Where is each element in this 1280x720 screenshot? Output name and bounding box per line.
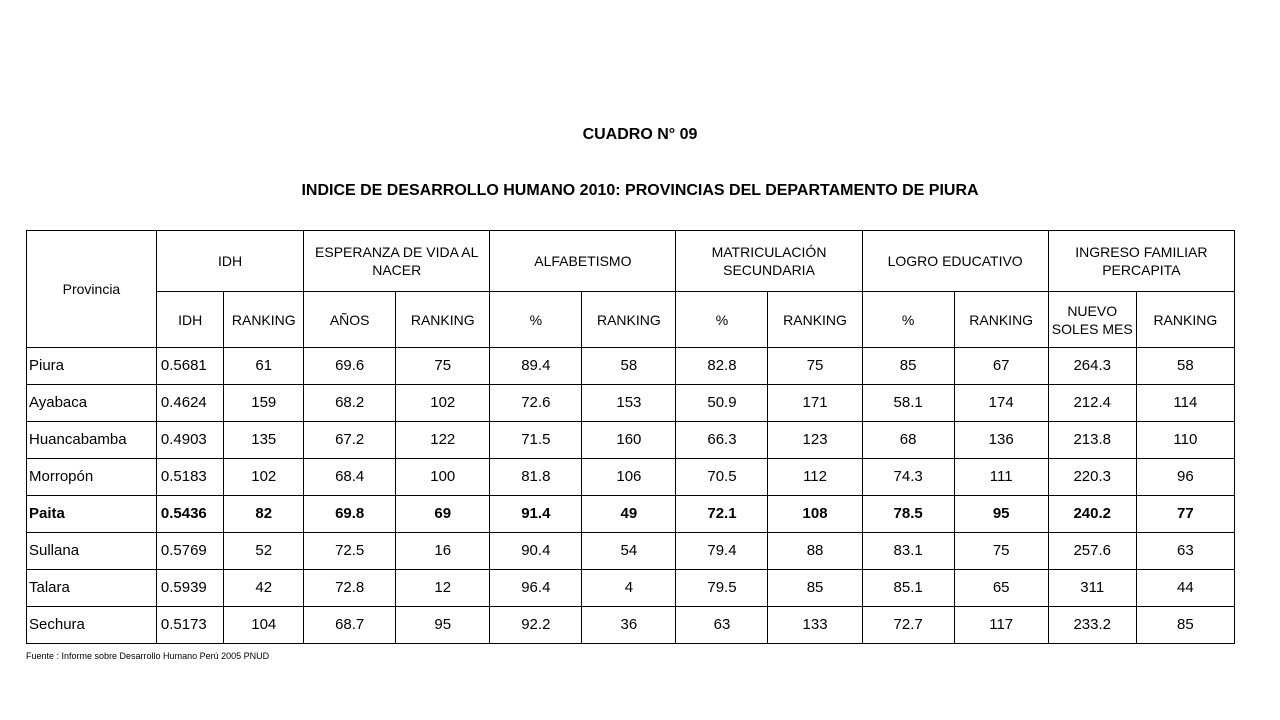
cell-value: 123 <box>768 422 862 459</box>
idh-table <box>26 230 1235 644</box>
header-row-groups <box>27 231 1235 292</box>
cell-idh: 0.4624 <box>156 385 224 422</box>
cell-value: 44 <box>1136 570 1234 607</box>
subheader-idh: IDH <box>156 292 224 348</box>
cell-value: 240.2 <box>1048 496 1136 533</box>
cell-value: 78.5 <box>862 496 954 533</box>
cell-value: 72.5 <box>304 533 396 570</box>
subheader-ingreso-soles: NUEVO SOLES MES <box>1048 292 1136 348</box>
cell-value: 212.4 <box>1048 385 1136 422</box>
cell-value: 96 <box>1136 459 1234 496</box>
cell-value: 12 <box>396 570 490 607</box>
cell-provincia: Sullana <box>27 533 157 570</box>
header-group-logro: LOGRO EDUCATIVO <box>862 231 1048 292</box>
cell-value: 112 <box>768 459 862 496</box>
subheader-ingreso-ranking: RANKING <box>1136 292 1234 348</box>
subheader-logro-ranking: RANKING <box>954 292 1048 348</box>
cell-value: 82 <box>224 496 304 533</box>
subheader-alfabetismo-pct: % <box>490 292 582 348</box>
table-number-title: CUADRO N° 09 <box>582 126 698 143</box>
cell-value: 160 <box>582 422 676 459</box>
subheader-anos: AÑOS <box>304 292 396 348</box>
cell-value: 16 <box>396 533 490 570</box>
cell-value: 58 <box>582 348 676 385</box>
cell-value: 69.8 <box>304 496 396 533</box>
cell-value: 92.2 <box>490 607 582 644</box>
cell-value: 174 <box>954 385 1048 422</box>
cell-value: 72.1 <box>676 496 768 533</box>
cell-value: 81.8 <box>490 459 582 496</box>
table-subtitle: INDICE DE DESARROLLO HUMANO 2010: PROVINCIAS DEL DEPARTAMENTO DE PIURA <box>301 182 979 199</box>
subheader-alfabetismo-ranking: RANKING <box>582 292 676 348</box>
cell-value: 257.6 <box>1048 533 1136 570</box>
cell-value: 72.7 <box>862 607 954 644</box>
cell-value: 74.3 <box>862 459 954 496</box>
cell-idh: 0.5939 <box>156 570 224 607</box>
cell-value: 71.5 <box>490 422 582 459</box>
header-group-matriculacion: MATRICULACIÓN SECUNDARIA <box>676 231 862 292</box>
cell-value: 133 <box>768 607 862 644</box>
table-row <box>27 385 1235 422</box>
header-group-esperanza: ESPERANZA DE VIDA AL NACER <box>304 231 490 292</box>
cell-value: 159 <box>224 385 304 422</box>
cell-value: 90.4 <box>490 533 582 570</box>
cell-provincia: Morropón <box>27 459 157 496</box>
cell-provincia: Ayabaca <box>27 385 157 422</box>
header-group-alfabetismo: ALFABETISMO <box>490 231 676 292</box>
cell-value: 96.4 <box>490 570 582 607</box>
table-row <box>27 570 1235 607</box>
cell-idh: 0.4903 <box>156 422 224 459</box>
cell-value: 52 <box>224 533 304 570</box>
cell-value: 63 <box>1136 533 1234 570</box>
cell-value: 66.3 <box>676 422 768 459</box>
subheader-idh-ranking: RANKING <box>224 292 304 348</box>
cell-value: 85 <box>768 570 862 607</box>
table-row <box>27 459 1235 496</box>
cell-value: 63 <box>676 607 768 644</box>
cell-value: 85.1 <box>862 570 954 607</box>
cell-value: 75 <box>396 348 490 385</box>
cell-provincia: Piura <box>27 348 157 385</box>
cell-value: 42 <box>224 570 304 607</box>
cell-provincia: Sechura <box>27 607 157 644</box>
table-row <box>27 607 1235 644</box>
cell-idh: 0.5173 <box>156 607 224 644</box>
cell-value: 264.3 <box>1048 348 1136 385</box>
cell-provincia: Talara <box>27 570 157 607</box>
cell-value: 68.7 <box>304 607 396 644</box>
header-group-idh: IDH <box>156 231 303 292</box>
cell-value: 68.2 <box>304 385 396 422</box>
source-note: Fuente : Informe sobre Desarrollo Humano Perú 2005 PNUD <box>26 651 270 661</box>
cell-idh: 0.5681 <box>156 348 224 385</box>
cell-value: 54 <box>582 533 676 570</box>
cell-value: 67 <box>954 348 1048 385</box>
cell-value: 69 <box>396 496 490 533</box>
cell-value: 77 <box>1136 496 1234 533</box>
cell-value: 83.1 <box>862 533 954 570</box>
cell-provincia: Huancabamba <box>27 422 157 459</box>
table-row-highlighted <box>27 496 1235 533</box>
cell-value: 153 <box>582 385 676 422</box>
table-row <box>27 533 1235 570</box>
cell-value: 70.5 <box>676 459 768 496</box>
subheader-matriculacion-ranking: RANKING <box>768 292 862 348</box>
cell-value: 68.4 <box>304 459 396 496</box>
cell-idh: 0.5436 <box>156 496 224 533</box>
cell-value: 49 <box>582 496 676 533</box>
cell-value: 95 <box>396 607 490 644</box>
cell-value: 106 <box>582 459 676 496</box>
cell-value: 36 <box>582 607 676 644</box>
cell-value: 67.2 <box>304 422 396 459</box>
cell-value: 69.6 <box>304 348 396 385</box>
cell-idh: 0.5183 <box>156 459 224 496</box>
cell-value: 102 <box>224 459 304 496</box>
cell-value: 213.8 <box>1048 422 1136 459</box>
cell-value: 89.4 <box>490 348 582 385</box>
cell-value: 82.8 <box>676 348 768 385</box>
cell-value: 108 <box>768 496 862 533</box>
cell-value: 65 <box>954 570 1048 607</box>
header-row-subs <box>27 292 1235 348</box>
cell-value: 91.4 <box>490 496 582 533</box>
cell-value: 75 <box>768 348 862 385</box>
cell-value: 68 <box>862 422 954 459</box>
cell-value: 110 <box>1136 422 1234 459</box>
cell-value: 50.9 <box>676 385 768 422</box>
cell-value: 95 <box>954 496 1048 533</box>
subheader-esperanza-ranking: RANKING <box>396 292 490 348</box>
cell-value: 102 <box>396 385 490 422</box>
cell-value: 72.8 <box>304 570 396 607</box>
cell-value: 72.6 <box>490 385 582 422</box>
cell-value: 88 <box>768 533 862 570</box>
cell-provincia: Paita <box>27 496 157 533</box>
table-row <box>27 422 1235 459</box>
cell-value: 85 <box>1136 607 1234 644</box>
cell-value: 85 <box>862 348 954 385</box>
subheader-matriculacion-pct: % <box>676 292 768 348</box>
cell-value: 135 <box>224 422 304 459</box>
cell-value: 111 <box>954 459 1048 496</box>
cell-value: 104 <box>224 607 304 644</box>
cell-value: 4 <box>582 570 676 607</box>
cell-value: 171 <box>768 385 862 422</box>
header-provincia: Provincia <box>27 231 157 348</box>
table-row <box>27 348 1235 385</box>
cell-value: 79.4 <box>676 533 768 570</box>
header-group-ingreso: INGRESO FAMILIAR PERCAPITA <box>1048 231 1234 292</box>
cell-value: 233.2 <box>1048 607 1136 644</box>
cell-value: 220.3 <box>1048 459 1136 496</box>
cell-value: 58.1 <box>862 385 954 422</box>
cell-value: 122 <box>396 422 490 459</box>
cell-value: 79.5 <box>676 570 768 607</box>
cell-idh: 0.5769 <box>156 533 224 570</box>
cell-value: 311 <box>1048 570 1136 607</box>
cell-value: 136 <box>954 422 1048 459</box>
cell-value: 58 <box>1136 348 1234 385</box>
cell-value: 75 <box>954 533 1048 570</box>
cell-value: 117 <box>954 607 1048 644</box>
cell-value: 61 <box>224 348 304 385</box>
cell-value: 100 <box>396 459 490 496</box>
cell-value: 114 <box>1136 385 1234 422</box>
subheader-logro-pct: % <box>862 292 954 348</box>
